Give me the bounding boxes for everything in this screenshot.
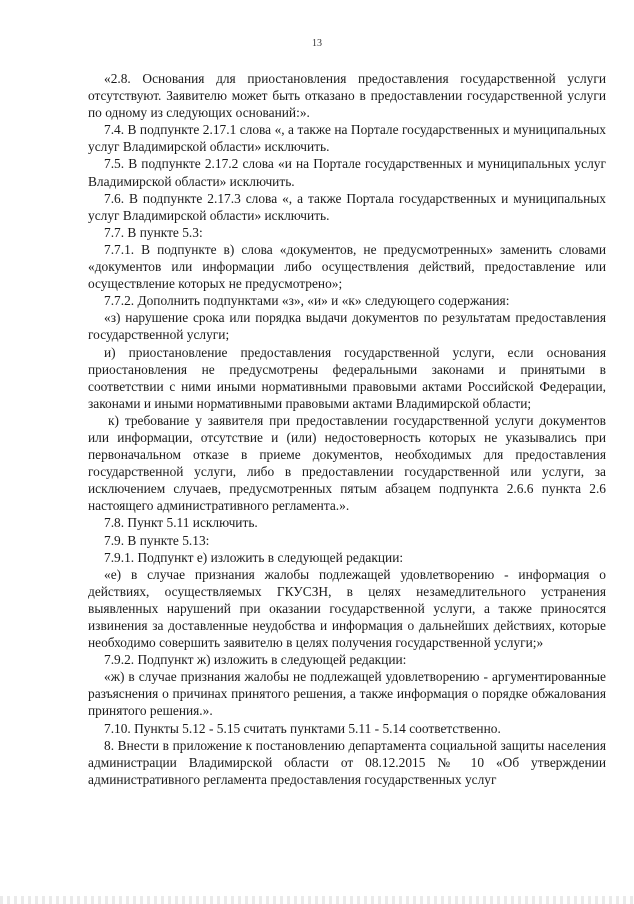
paragraph: «з) нарушение срока или порядка выдачи документов по результатам предоставления государственной услуги; [88,310,606,343]
paragraph: 7.7. В пункте 5.3: [104,224,203,240]
paragraph: 7.8. Пункт 5.11 исключить. [104,515,258,531]
paragraph: «е) в случае признания жалобы подлежащей удовлетворению - информация о действиях, осуществляемых ГКУСЗН, в целях незамедлительного устранения выявленных нарушений при оказании государственной услуги, а также приносятся извинения за доставленные неудобства и информация о дальнейших действиях, которые необходимо совершить заявителю в целях получения государственной услуги;» [88,566,606,651]
document-body [88,70,606,788]
paragraph: «2.8. Основания для приостановления предоставления государственной услуги отсутствуют. Заявителю может быть отказано в предоставлении государственной услуги по одному из следующих оснований:». [88,71,606,121]
paragraph: 7.5. В подпункте 2.17.2 слова «и на Портале государственных и муниципальных услуг Владимирской области» исключить. [88,156,606,189]
page-number: 13 [312,38,322,49]
paragraph: 7.4. В подпункте 2.17.1 слова «, а также на Портале государственных и муниципальных услуг Владимирской области» исключить. [88,122,606,155]
paragraph: 7.6. В подпункте 2.17.3 слова «, а также Портала государственных и муниципальных услуг Владимирской области» исключить. [88,190,606,223]
paragraph: и) приостановление предоставления государственной услуги, если основания приостановления не предусмотрены федеральными законами и принятыми в соответствии с ними иными нормативными правовыми актами Российской Федерации, законами и иными нормативными правовыми актами Владимирской области; [88,344,606,411]
paragraph: 7.9. В пункте 5.13: [104,532,210,548]
paragraph: 7.10. Пункты 5.12 - 5.15 считать пунктами 5.11 - 5.14 соответственно. [104,720,501,736]
scan-edge-artifact [0,896,634,904]
paragraph: 7.7.2. Дополнить подпунктами «з», «и» и «к» следующего содержания: [104,293,510,309]
paragraph: к) требование у заявителя при предоставлении государственной услуги документов или информации, отсутствие и (или) недостоверность которых не указывались при первоначальном отказе в приеме документов, необходимых для предоставления государственной услуги, либо в предоставлении государственной или услуги, за исключением случаев, предусмотренных пятым абзацем подпункта 2.6.6 пункта 2.6 настоящего административного регламента.». [88,412,606,514]
paragraph: 7.9.2. Подпункт ж) изложить в следующей редакции: [104,652,407,668]
paragraph: 7.9.1. Подпункт е) изложить в следующей редакции: [104,549,404,565]
paragraph: 8. Внести в приложение к постановлению департамента социальной защиты населения администрации Владимирской области от 08.12.2015 № 10 «Об утверждении административного регламента предоставления государственных услуг [88,737,606,787]
paragraph: «ж) в случае признания жалобы не подлежащей удовлетворению - аргументированные разъяснения о причинах принятого решения, а также информация о порядке обжалования принятого решения.». [88,669,606,719]
paragraph: 7.7.1. В подпункте в) слова «документов, не предусмотренных» заменить словами «документов или информации либо осуществления действий, предоставление или осуществление которых не предусмотрено»; [88,241,606,292]
